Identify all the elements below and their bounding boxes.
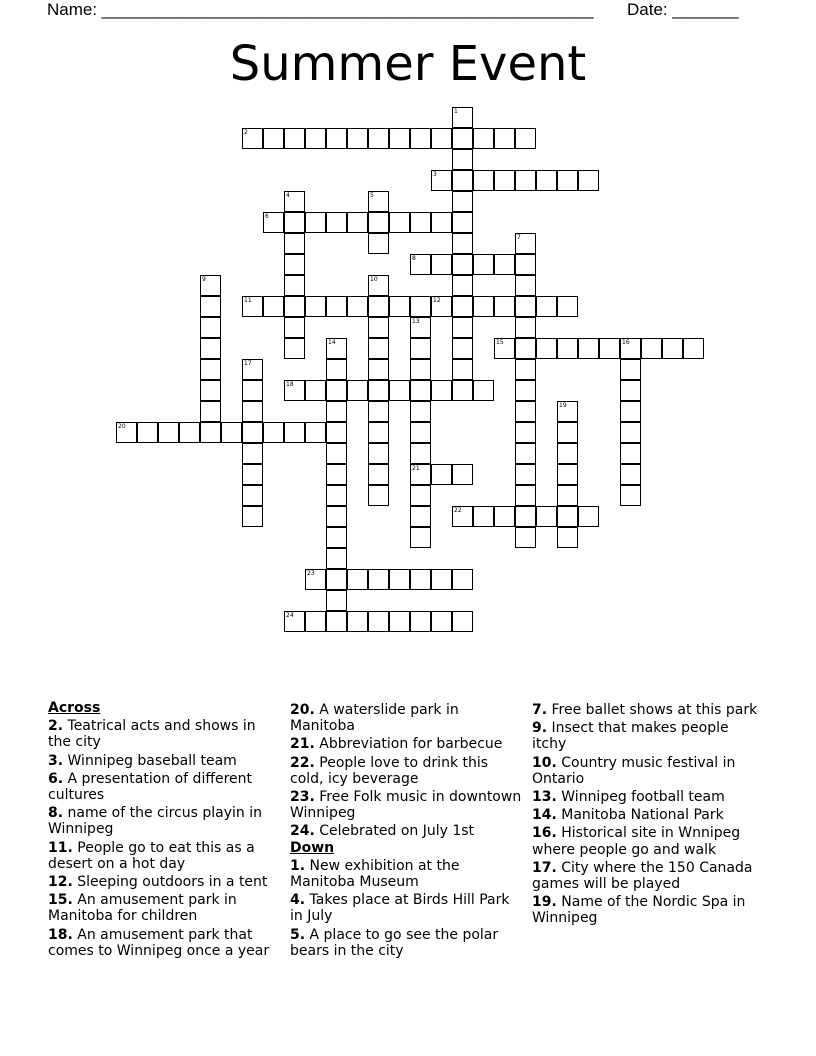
grid-cell[interactable]	[452, 506, 473, 527]
grid-cell[interactable]	[494, 254, 515, 275]
grid-cell[interactable]	[242, 485, 263, 506]
grid-cell[interactable]	[452, 464, 473, 485]
grid-cell[interactable]	[599, 338, 620, 359]
grid-cell[interactable]	[284, 254, 305, 275]
grid-cell[interactable]	[200, 359, 221, 380]
grid-cell[interactable]	[347, 296, 368, 317]
grid-cell[interactable]	[515, 338, 536, 359]
grid-cell[interactable]	[284, 611, 305, 632]
grid-cell[interactable]	[620, 380, 641, 401]
grid-cell[interactable]	[620, 485, 641, 506]
across-clue	[290, 755, 522, 787]
clue-number: 4	[286, 192, 290, 199]
clue-text: Insect that makes people itchy	[532, 720, 729, 753]
clue-text: Free Folk music in downtown Winnipeg	[290, 789, 522, 822]
grid-cell[interactable]	[452, 338, 473, 359]
grid-cell[interactable]	[242, 296, 263, 317]
grid-cell[interactable]	[284, 317, 305, 338]
across-clue	[48, 771, 280, 803]
grid-cell[interactable]	[410, 401, 431, 422]
grid-cell[interactable]	[515, 464, 536, 485]
grid-cell[interactable]	[242, 464, 263, 485]
clue-number-label: 8.	[48, 805, 64, 822]
clue-text: Celebrated on July 1st	[319, 823, 475, 840]
clue-text: An amusement park in Manitoba for children	[48, 892, 237, 925]
grid-cell[interactable]	[410, 128, 431, 149]
down-clue	[290, 927, 522, 959]
clue-number-label: 3.	[48, 752, 64, 769]
grid-cell[interactable]	[116, 422, 137, 443]
clue-number: 20	[118, 423, 126, 430]
clue-text: Manitoba National Park	[561, 807, 724, 824]
across-clue	[48, 892, 280, 924]
grid-cell[interactable]	[326, 464, 347, 485]
grid-cell[interactable]	[368, 422, 389, 443]
clue-text: Country music festival in Ontario	[532, 754, 736, 787]
grid-cell[interactable]	[494, 128, 515, 149]
grid-cell[interactable]	[200, 401, 221, 422]
clue-text: Sleeping outdoors in a tent	[77, 874, 268, 891]
grid-cell[interactable]	[557, 443, 578, 464]
clue-number-label: 1.	[290, 857, 306, 874]
grid-cell[interactable]	[557, 464, 578, 485]
clue-number-label: 16.	[532, 825, 557, 842]
grid-cell[interactable]	[347, 212, 368, 233]
grid-cell[interactable]	[515, 380, 536, 401]
grid-cell[interactable]	[326, 590, 347, 611]
grid-cell[interactable]	[557, 170, 578, 191]
grid-cell[interactable]	[452, 380, 473, 401]
clue-number-label: 19.	[532, 894, 557, 911]
grid-cell[interactable]	[368, 338, 389, 359]
clue-text: People love to drink this cold, icy beverage	[290, 754, 489, 787]
grid-cell[interactable]	[305, 296, 326, 317]
clue-number-label: 10.	[532, 754, 557, 771]
grid-cell[interactable]	[389, 569, 410, 590]
across-clue	[48, 874, 280, 890]
clue-text: City where the 150 Canada games will be played	[532, 859, 753, 893]
clue-number-label: 17.	[532, 859, 557, 876]
grid-cell[interactable]	[284, 212, 305, 233]
grid-cell[interactable]	[515, 254, 536, 275]
grid-cell[interactable]	[515, 485, 536, 506]
grid-cell[interactable]	[410, 338, 431, 359]
clue-number: 8	[412, 255, 416, 262]
grid-cell[interactable]	[515, 443, 536, 464]
down-heading: Down	[290, 839, 335, 856]
clue-text: Takes place at Birds Hill Park in July	[290, 892, 510, 925]
clue-number: 23	[307, 570, 315, 577]
grid-cell[interactable]	[431, 380, 452, 401]
grid-cell[interactable]	[326, 611, 347, 632]
grid-cell[interactable]	[284, 128, 305, 149]
clue-number-label: 12.	[48, 874, 73, 891]
grid-cell[interactable]	[305, 128, 326, 149]
clue-text: A waterslide park in Manitoba	[290, 702, 459, 735]
grid-cell[interactable]	[473, 506, 494, 527]
grid-cell[interactable]	[263, 296, 284, 317]
grid-cell[interactable]	[515, 527, 536, 548]
grid-cell[interactable]	[452, 296, 473, 317]
grid-cell[interactable]	[431, 569, 452, 590]
clue-number-label: 15.	[48, 892, 73, 909]
clue-number: 15	[496, 339, 504, 346]
down-clue	[532, 720, 764, 752]
grid-cell[interactable]	[557, 401, 578, 422]
grid-cell[interactable]	[368, 212, 389, 233]
clue-text: A presentation of different cultures	[48, 770, 253, 804]
down-clue	[290, 892, 522, 924]
grid-cell[interactable]	[305, 611, 326, 632]
clue-number-label: 22.	[290, 754, 315, 771]
grid-cell[interactable]	[368, 401, 389, 422]
clue-text: People go to eat this as a desert on a hot day	[48, 839, 255, 872]
clue-number-label: 4.	[290, 892, 306, 909]
clue-number: 24	[286, 612, 294, 619]
grid-cell[interactable]	[389, 380, 410, 401]
grid-cell[interactable]	[410, 485, 431, 506]
grid-cell[interactable]	[326, 338, 347, 359]
grid-cell[interactable]	[515, 359, 536, 380]
grid-cell[interactable]	[368, 380, 389, 401]
grid-cell[interactable]	[242, 128, 263, 149]
grid-cell[interactable]	[494, 338, 515, 359]
clue-text: An amusement park that comes to Winnipeg once a year	[48, 926, 270, 959]
grid-cell[interactable]	[347, 611, 368, 632]
grid-cell[interactable]	[410, 296, 431, 317]
clue-text: Abbreviation for barbecue	[319, 736, 503, 753]
grid-cell[interactable]	[326, 401, 347, 422]
grid-cell[interactable]	[431, 464, 452, 485]
grid-cell[interactable]	[494, 296, 515, 317]
grid-cell[interactable]	[284, 338, 305, 359]
grid-cell[interactable]	[557, 422, 578, 443]
grid-cell[interactable]	[347, 569, 368, 590]
grid-cell[interactable]	[515, 422, 536, 443]
grid-cell[interactable]	[452, 359, 473, 380]
grid-cell[interactable]	[410, 569, 431, 590]
grid-cell[interactable]	[284, 233, 305, 254]
grid-cell[interactable]	[620, 464, 641, 485]
grid-cell[interactable]	[368, 464, 389, 485]
grid-cell[interactable]	[515, 233, 536, 254]
grid-cell[interactable]	[242, 506, 263, 527]
grid-cell[interactable]	[683, 338, 704, 359]
grid-cell[interactable]	[473, 128, 494, 149]
grid-cell[interactable]	[410, 212, 431, 233]
grid-cell[interactable]	[368, 296, 389, 317]
clue-number: 7	[517, 234, 521, 241]
grid-cell[interactable]	[641, 338, 662, 359]
grid-cell[interactable]	[452, 569, 473, 590]
across-heading: Across	[48, 700, 101, 716]
grid-cell[interactable]	[389, 212, 410, 233]
clue-number: 11	[244, 297, 252, 304]
grid-cell[interactable]	[200, 296, 221, 317]
grid-cell[interactable]	[410, 464, 431, 485]
date-field-label: Date: _______	[627, 0, 739, 19]
grid-cell[interactable]	[431, 254, 452, 275]
grid-cell[interactable]	[368, 443, 389, 464]
grid-cell[interactable]	[326, 506, 347, 527]
across-clue	[48, 753, 280, 769]
grid-cell[interactable]	[557, 485, 578, 506]
across-clue	[48, 718, 280, 750]
grid-cell[interactable]	[284, 275, 305, 296]
clue-number-label: 5.	[290, 926, 306, 943]
grid-cell[interactable]	[326, 569, 347, 590]
grid-cell[interactable]	[200, 275, 221, 296]
clue-number-label: 24.	[290, 823, 315, 840]
grid-cell[interactable]	[620, 359, 641, 380]
grid-cell[interactable]	[452, 611, 473, 632]
grid-cell[interactable]	[221, 422, 242, 443]
grid-cell[interactable]	[326, 296, 347, 317]
grid-cell[interactable]	[326, 527, 347, 548]
grid-cell[interactable]	[368, 611, 389, 632]
grid-cell[interactable]	[410, 380, 431, 401]
across-clue	[48, 840, 280, 872]
grid-cell[interactable]	[431, 296, 452, 317]
grid-cell[interactable]	[515, 401, 536, 422]
grid-cell[interactable]	[368, 317, 389, 338]
clue-number: 14	[328, 339, 336, 346]
grid-cell[interactable]	[452, 275, 473, 296]
clue-number: 19	[559, 402, 567, 409]
grid-cell[interactable]	[284, 422, 305, 443]
grid-cell[interactable]	[137, 422, 158, 443]
name-field-label: Name: ____________________________________________________	[47, 0, 594, 19]
grid-cell[interactable]	[452, 317, 473, 338]
clue-number-label: 23.	[290, 789, 315, 806]
grid-cell[interactable]	[368, 128, 389, 149]
grid-cell[interactable]	[494, 506, 515, 527]
grid-cell[interactable]	[536, 170, 557, 191]
clue-text: Teatrical acts and shows in the city	[48, 718, 256, 751]
grid-cell[interactable]	[326, 380, 347, 401]
grid-cell[interactable]	[557, 338, 578, 359]
grid-cell[interactable]	[494, 170, 515, 191]
down-clue	[532, 860, 764, 892]
clue-number: 2	[244, 129, 248, 136]
grid-cell[interactable]	[473, 296, 494, 317]
grid-cell[interactable]	[662, 338, 683, 359]
grid-cell[interactable]	[284, 296, 305, 317]
grid-cell[interactable]	[389, 611, 410, 632]
grid-cell[interactable]	[536, 338, 557, 359]
grid-cell[interactable]	[536, 506, 557, 527]
grid-cell[interactable]	[431, 128, 452, 149]
clue-number-label: 21.	[290, 736, 315, 753]
down-clue	[532, 825, 764, 857]
grid-cell[interactable]	[368, 275, 389, 296]
grid-cell[interactable]	[620, 338, 641, 359]
grid-cell[interactable]	[578, 170, 599, 191]
grid-cell[interactable]	[452, 128, 473, 149]
clue-number-label: 14.	[532, 807, 557, 824]
clue-number-label: 2.	[48, 718, 64, 735]
grid-cell[interactable]	[368, 359, 389, 380]
page-title: Summer Event	[229, 36, 587, 92]
grid-cell[interactable]	[515, 506, 536, 527]
grid-cell[interactable]	[200, 338, 221, 359]
down-clue	[532, 789, 764, 805]
clue-number: 10	[370, 276, 378, 283]
clue-number: 18	[286, 381, 294, 388]
grid-cell[interactable]	[242, 359, 263, 380]
clue-text: Name of the Nordic Spa in Winnipeg	[532, 894, 746, 927]
clue-number-label: 13.	[532, 789, 557, 806]
grid-cell[interactable]	[557, 506, 578, 527]
grid-cell[interactable]	[263, 422, 284, 443]
clue-number: 17	[244, 360, 252, 367]
grid-cell[interactable]	[368, 485, 389, 506]
clue-number: 9	[202, 276, 206, 283]
grid-cell[interactable]	[410, 443, 431, 464]
clue-text: Historical site in Wnnipeg where people go and walk	[532, 825, 741, 858]
clue-text: A place to go see the polar bears in the city	[290, 926, 499, 959]
clue-number: 12	[433, 297, 441, 304]
grid-cell[interactable]	[452, 170, 473, 191]
across-clue	[290, 823, 522, 839]
grid-cell[interactable]	[452, 149, 473, 170]
clue-number: 16	[622, 339, 630, 346]
grid-cell[interactable]	[368, 569, 389, 590]
clue-number: 13	[412, 318, 420, 325]
grid-cell[interactable]	[242, 401, 263, 422]
grid-cell[interactable]	[452, 254, 473, 275]
grid-cell[interactable]	[452, 233, 473, 254]
clue-number-label: 11.	[48, 839, 73, 856]
grid-cell[interactable]	[263, 128, 284, 149]
grid-cell[interactable]	[431, 212, 452, 233]
across-clue	[290, 736, 522, 752]
grid-cell[interactable]	[242, 380, 263, 401]
clue-number: 3	[433, 171, 437, 178]
grid-cell[interactable]	[326, 212, 347, 233]
grid-cell[interactable]	[284, 380, 305, 401]
grid-cell[interactable]	[200, 380, 221, 401]
across-clue	[48, 805, 280, 837]
grid-cell[interactable]	[431, 611, 452, 632]
grid-cell[interactable]	[326, 422, 347, 443]
clue-number-label: 20.	[290, 702, 315, 718]
grid-cell[interactable]	[452, 212, 473, 233]
down-clue	[532, 755, 764, 787]
clue-number-label: 9.	[532, 720, 548, 737]
grid-cell[interactable]	[368, 233, 389, 254]
grid-cell[interactable]	[473, 170, 494, 191]
across-clue	[48, 927, 280, 959]
clue-number-label: 18.	[48, 926, 73, 943]
clue-number: 5	[370, 192, 374, 199]
grid-cell[interactable]	[410, 611, 431, 632]
clue-text: New exhibition at the Manitoba Museum	[290, 857, 460, 891]
grid-cell[interactable]	[515, 317, 536, 338]
grid-cell[interactable]	[515, 128, 536, 149]
grid-cell[interactable]	[158, 422, 179, 443]
across-clue	[290, 702, 522, 734]
clue-text: Winnipeg baseball team	[67, 752, 237, 769]
grid-cell[interactable]	[242, 422, 263, 443]
grid-cell[interactable]	[473, 254, 494, 275]
grid-cell[interactable]	[452, 107, 473, 128]
grid-cell[interactable]	[284, 191, 305, 212]
grid-cell[interactable]	[410, 359, 431, 380]
grid-cell[interactable]	[410, 527, 431, 548]
across-clue	[290, 789, 522, 821]
grid-cell[interactable]	[410, 254, 431, 275]
clues-column-2	[290, 700, 522, 959]
grid-cell[interactable]	[326, 548, 347, 569]
clue-number-label: 7.	[532, 702, 548, 718]
grid-cell[interactable]	[242, 443, 263, 464]
grid-cell[interactable]	[620, 401, 641, 422]
grid-cell[interactable]	[578, 506, 599, 527]
grid-cell[interactable]	[536, 296, 557, 317]
down-clue	[532, 702, 764, 718]
grid-cell[interactable]	[557, 296, 578, 317]
grid-cell[interactable]	[410, 422, 431, 443]
clue-text: Winnipeg football team	[561, 789, 725, 806]
grid-cell[interactable]	[347, 380, 368, 401]
clue-number-label: 6.	[48, 770, 64, 787]
clue-text: Free ballet shows at this park	[551, 702, 758, 718]
grid-cell[interactable]	[620, 443, 641, 464]
down-clue	[532, 894, 764, 926]
clue-number: 22	[454, 507, 462, 514]
grid-cell[interactable]	[557, 527, 578, 548]
grid-cell[interactable]	[410, 317, 431, 338]
grid-cell[interactable]	[305, 569, 326, 590]
grid-cell[interactable]	[263, 212, 284, 233]
grid-cell[interactable]	[578, 338, 599, 359]
clue-number: 1	[454, 108, 458, 115]
grid-cell[interactable]	[179, 422, 200, 443]
grid-cell[interactable]	[515, 296, 536, 317]
grid-cell[interactable]	[326, 359, 347, 380]
grid-cell[interactable]	[515, 170, 536, 191]
grid-cell[interactable]	[347, 128, 368, 149]
grid-cell[interactable]	[305, 380, 326, 401]
grid-cell[interactable]	[452, 191, 473, 212]
grid-cell[interactable]	[368, 191, 389, 212]
grid-cell[interactable]	[326, 485, 347, 506]
clues-column-1	[48, 700, 280, 959]
grid-cell[interactable]	[515, 275, 536, 296]
grid-cell[interactable]	[473, 380, 494, 401]
clue-number: 21	[412, 465, 420, 472]
grid-cell[interactable]	[620, 422, 641, 443]
grid-cell[interactable]	[326, 128, 347, 149]
clue-number: 6	[265, 213, 269, 220]
grid-cell[interactable]	[326, 443, 347, 464]
down-clue	[532, 807, 764, 823]
clue-text: name of the circus playin in Winnipeg	[48, 805, 263, 838]
grid-cell[interactable]	[200, 317, 221, 338]
grid-cell[interactable]	[305, 212, 326, 233]
grid-cell[interactable]	[389, 128, 410, 149]
down-clue	[290, 858, 522, 890]
grid-cell[interactable]	[200, 422, 221, 443]
grid-cell[interactable]	[431, 170, 452, 191]
grid-cell[interactable]	[389, 296, 410, 317]
clues-column-3	[532, 700, 764, 927]
grid-cell[interactable]	[410, 506, 431, 527]
grid-cell[interactable]	[305, 422, 326, 443]
